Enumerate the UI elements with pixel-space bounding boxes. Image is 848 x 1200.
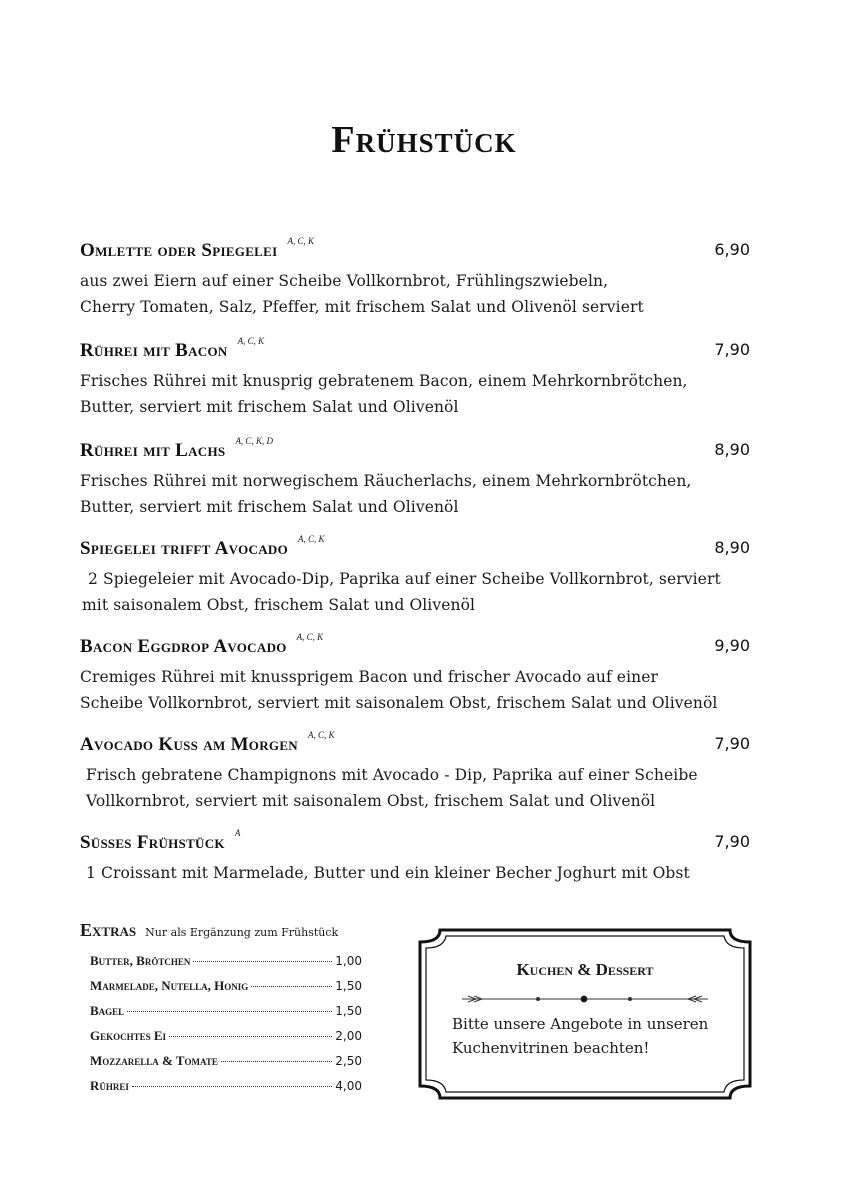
dessert-notice-box <box>418 928 752 1100</box>
leader-dots <box>193 961 332 962</box>
page-title: Frühstück <box>331 119 517 161</box>
extra-price: 2,00 <box>335 1029 362 1043</box>
item-allergens: A, C, K, D <box>235 436 273 446</box>
leader-dots <box>127 1011 332 1012</box>
item-description-line: 1 Croissant mit Marmelade, Butter und ein kleiner Becher Joghurt mit Obst <box>86 864 690 882</box>
item-description-line: Cherry Tomaten, Salz, Pfeffer, mit frischem Salat und Olivenöl serviert <box>80 298 644 316</box>
menu-item <box>80 336 760 420</box>
item-allergens: A, C, K <box>307 730 335 740</box>
item-name: Süßes Frühstück <box>80 832 225 853</box>
item-description-line: Butter, serviert mit frischem Salat und Olivenöl <box>80 498 459 516</box>
item-description-line: 2 Spiegeleier mit Avocado-Dip, Paprika auf einer Scheibe Vollkornbrot, serviert <box>88 570 721 588</box>
item-name: Rührei mit Bacon <box>80 340 228 361</box>
item-description-line: Frisch gebratene Champignons mit Avocado - Dip, Paprika auf einer Scheibe <box>86 766 698 784</box>
item-description-line: Frisches Rührei mit norwegischem Räucherlachs, einem Mehrkornbrötchen, <box>80 472 692 490</box>
dessert-box-title: Kuchen & Dessert <box>516 960 654 979</box>
extra-price: 2,50 <box>335 1054 362 1068</box>
extras-title: Extras <box>80 920 137 940</box>
extra-price: 1,00 <box>335 954 362 968</box>
extra-row <box>90 978 362 1003</box>
extra-row <box>90 1053 362 1078</box>
item-description-line: Vollkornbrot, serviert mit saisonalem Obst, frischem Salat und Olivenöl <box>86 792 656 810</box>
item-price: 8,90 <box>714 440 750 459</box>
item-allergens: A, C, K <box>297 534 325 544</box>
menu-item <box>80 730 760 814</box>
extra-price: 1,50 <box>335 1004 362 1018</box>
leader-dots <box>132 1086 332 1087</box>
extras-list <box>80 953 380 1103</box>
extra-name: Marmelade, Nutella, Honig <box>90 978 249 993</box>
extra-row <box>90 1078 362 1103</box>
leader-dots <box>251 986 332 987</box>
menu-item <box>80 436 760 520</box>
extra-row <box>90 1003 362 1028</box>
item-description-line: Frisches Rührei mit knusprig gebratenem Bacon, einem Mehrkornbrötchen, <box>80 372 688 390</box>
menu-item <box>80 828 760 886</box>
item-allergens: A, C, K <box>287 236 314 246</box>
extra-row <box>90 953 362 978</box>
extras-section <box>80 920 380 1103</box>
item-price: 6,90 <box>714 240 750 259</box>
item-name: Bacon Eggdrop Avocado <box>80 636 287 657</box>
item-price: 7,90 <box>714 832 750 851</box>
dessert-box-text <box>452 1012 742 1060</box>
item-description-line: Cremiges Rührei mit knussprigem Bacon und frischer Avocado auf einer <box>80 668 658 686</box>
extra-name: Mozzarella & Tomate <box>90 1053 218 1068</box>
extra-price: 4,00 <box>335 1079 362 1093</box>
item-allergens: A <box>234 828 241 838</box>
leader-dots <box>169 1036 332 1037</box>
extra-name: Gekochtes Ei <box>90 1028 167 1043</box>
item-name: Omlette oder Spiegelei <box>80 240 278 261</box>
item-price: 7,90 <box>714 734 750 753</box>
extra-name: Bagel <box>90 1003 125 1018</box>
item-description-line: Scheibe Vollkornbrot, serviert mit saisonalem Obst, frischem Salat und Olivenöl <box>80 694 718 712</box>
leader-dots <box>221 1061 332 1062</box>
extra-row <box>90 1028 362 1053</box>
item-price: 9,90 <box>714 636 750 655</box>
menu-item <box>80 236 760 320</box>
extras-note: Nur als Ergänzung zum Frühstück <box>145 926 339 939</box>
menu-item <box>80 632 760 716</box>
item-price: 8,90 <box>714 538 750 557</box>
dessert-box-line: Kuchenvitrinen beachten! <box>452 1039 650 1057</box>
item-name: Rührei mit Lachs <box>80 440 226 461</box>
item-description-line: mit saisonalem Obst, frischem Salat und Olivenöl <box>82 596 476 614</box>
item-description-line: Butter, serviert mit frischem Salat und Olivenöl <box>80 398 459 416</box>
item-name: Avocado Kuss am Morgen <box>80 734 298 755</box>
menu-item <box>80 534 760 618</box>
item-allergens: A, C, K <box>296 632 324 642</box>
item-price: 7,90 <box>714 340 750 359</box>
item-description-line: aus zwei Eiern auf einer Scheibe Vollkornbrot, Frühlingszwiebeln, <box>80 272 609 290</box>
dessert-box-line: Bitte unsere Angebote in unseren <box>452 1015 709 1033</box>
item-allergens: A, C, K <box>237 336 265 346</box>
item-name: Spiegelei trifft Avocado <box>80 538 288 559</box>
flourish-divider <box>462 996 708 1002</box>
extra-name: Rührei <box>90 1078 129 1093</box>
extra-name: Butter, Brötchen <box>90 953 191 968</box>
extra-price: 1,50 <box>335 979 362 993</box>
